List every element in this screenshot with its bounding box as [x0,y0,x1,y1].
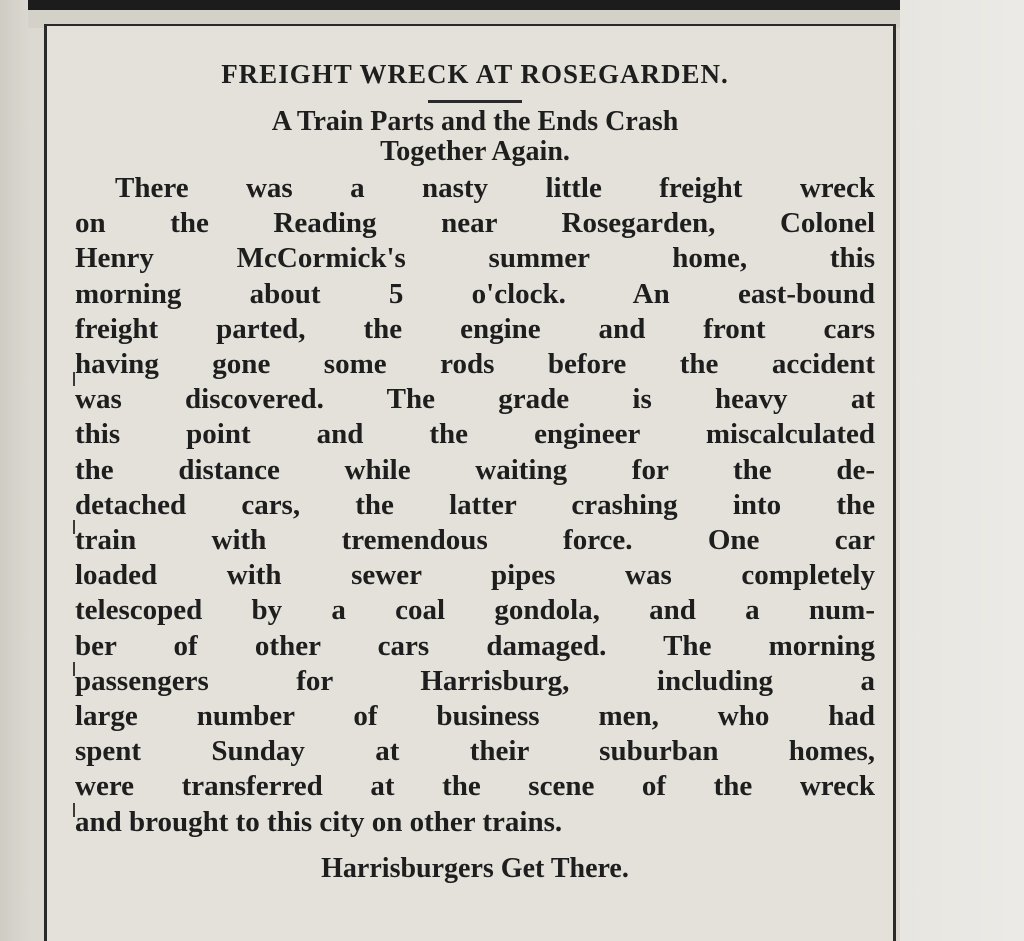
body-line: the distance while waiting for the de- [75,453,875,486]
body-line: on the Reading near Rosegarden, Colonel [75,207,875,240]
next-article-headline: Harrisburgers Get There. [321,852,629,884]
body-line: train with tremendous force. One car [75,524,875,557]
adjacent-page [900,0,1024,941]
body-line: this point and the engineer miscalculated [75,418,875,451]
article [75,54,875,884]
body-line: freight parted, the engine and front cars [75,312,875,345]
body-line: was discovered. The grade is heavy at [75,383,875,416]
body-line: telescoped by a coal gondola, and a num- [75,594,875,627]
body-line: ber of other cars damaged. The morning [75,629,875,662]
body-line: loaded with sewer pipes was completely [75,559,875,592]
article-body [75,171,875,840]
body-line: having gone some rods before the accident [75,348,875,381]
subhead-line: Together Again. [380,136,570,167]
headline-divider [428,100,522,103]
article-subhead [75,107,875,167]
newspaper-column [44,24,896,941]
body-line: large number of business men, who had [75,700,875,733]
body-line: morning about 5 o'clock. An east-bound [75,277,875,310]
body-line: and brought to this city on other trains. [75,805,563,838]
body-line: spent Sunday at their suburban homes, [75,735,875,768]
body-line: detached cars, the latter crashing into the [75,488,875,521]
article-headline: FREIGHT WRECK AT ROSEGARDEN. [221,59,729,89]
body-line: passengers for Harrisburg, including a [75,664,875,697]
body-line: Henry McCormick's summer home, this [75,242,875,275]
subhead-line: A Train Parts and the Ends Crash [271,106,679,137]
top-column-rule [28,0,900,10]
body-line: were transferred at the scene of the wreck [75,770,875,803]
body-line: There was a nasty little freight wreck [115,172,875,204]
